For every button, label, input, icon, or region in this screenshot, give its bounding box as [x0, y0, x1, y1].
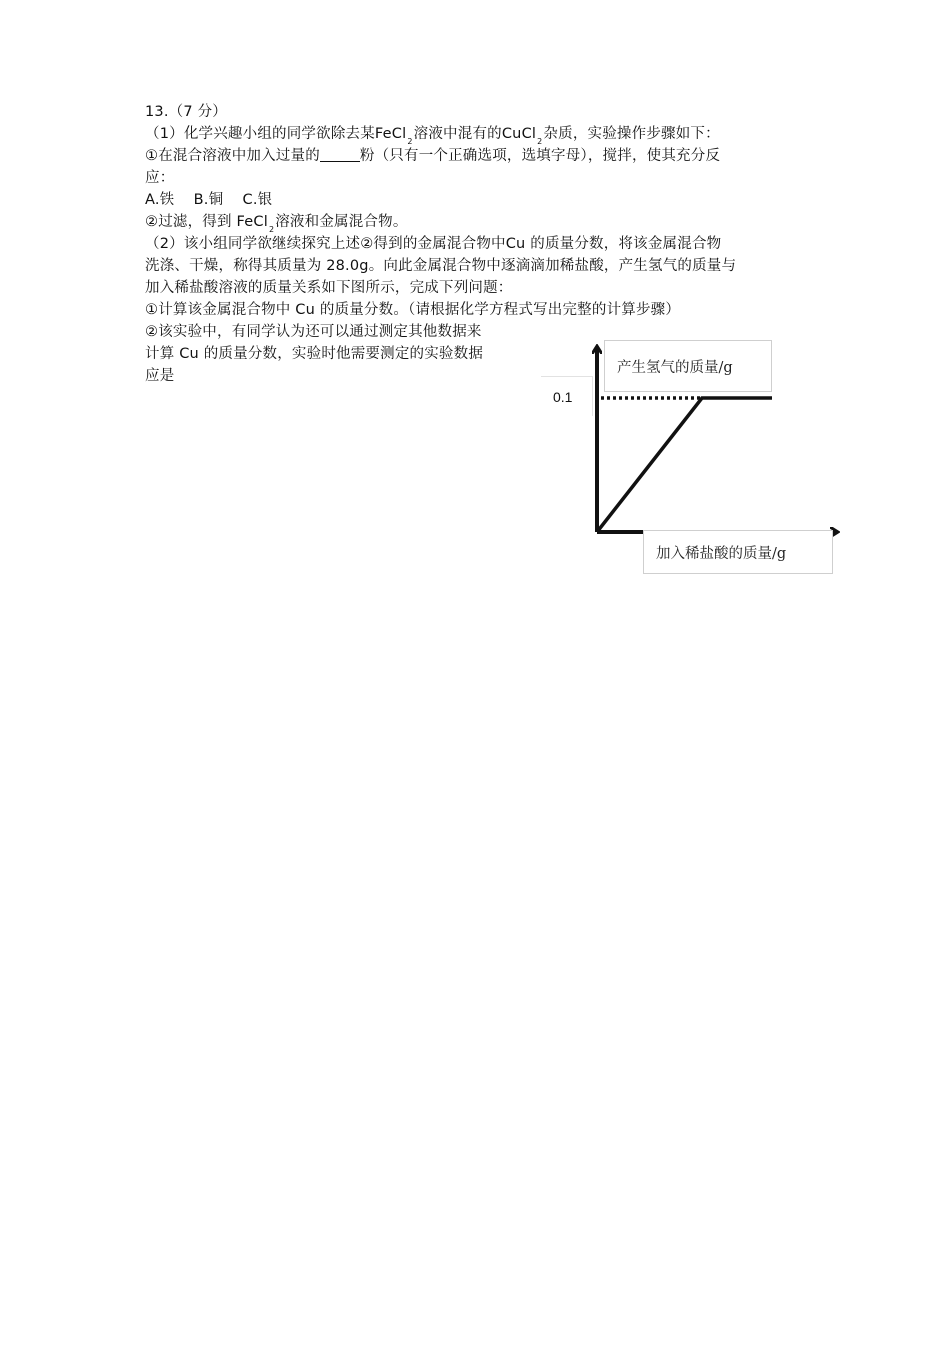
question-line-8: 加入稀盐酸溶液的质量关系如下图所示，完成下列问题： — [145, 280, 513, 296]
question-line-10: ②该实验中，有同学认为还可以通过测定其他数据来 — [145, 324, 482, 340]
question-line-12: 应是 — [145, 368, 175, 384]
y-axis-label: 产生氢气的质量/g — [604, 340, 772, 392]
question-line-11: 计算 Cu 的质量分数，实验时他需要测定的实验数据 — [145, 346, 484, 362]
question-line-2: ①在混合溶液中加入过量的 粉（只有一个正确选项，选填字母），搅拌，使其充分反 — [145, 148, 721, 164]
question-line-6: （2）该小组同学欲继续探究上述②得到的金属混合物中Cu 的质量分数，将该金属混合物 — [145, 236, 722, 252]
hydrogen-mass-series — [597, 398, 772, 532]
question-line-5: ②过滤，得到 FeCl$_2$溶液和金属混合物。 — [145, 214, 408, 234]
answer-options: A.铁 B.铜 C.银 — [145, 192, 273, 208]
y-tick-label: 0.1 — [541, 376, 593, 416]
x-axis-label: 加入稀盐酸的质量/g — [643, 530, 833, 574]
question-line-3: 应： — [145, 170, 175, 186]
question-line-7: 洗涤、干燥，称得其质量为 28.0g。向此金属混合物中逐滴滴加稀盐酸，产生氢气的质量与 — [145, 258, 737, 274]
question-line-9: ①计算该金属混合物中 Cu 的质量分数。（请根据化学方程式写出完整的计算步骤） — [145, 302, 681, 318]
question-line-1: （1）化学兴趣小组的同学欲除去某FeCl$_2$溶液中混有的CuCl$_2$杂质，实验操作步骤如下： — [145, 126, 720, 146]
question-header: 13.（7 分） — [145, 104, 227, 120]
